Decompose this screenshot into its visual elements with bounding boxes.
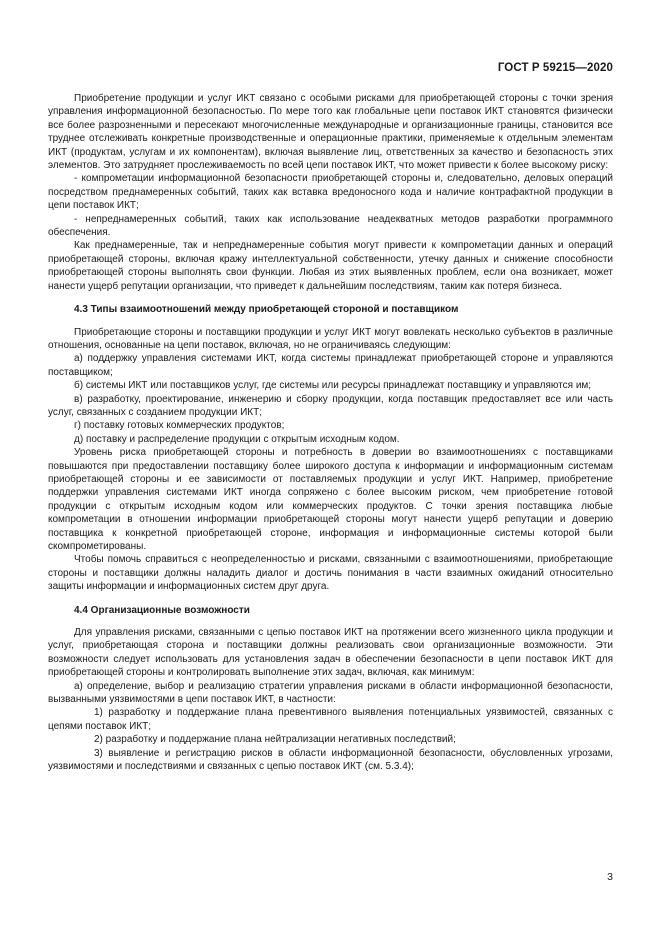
paragraph: Как преднамеренные, так и непреднамеренные события могут привести к компрометации данных и операций приобретающей стороны, включая кражу интеллектуальной собственности, утечку данных и снижение способности приобретающей стороны выполнять свои функции. Любая из этих выявленных проблем, если она возникает, может нанести ущерб репутации организации, что приведет к дальнейшим последствиям, таким как потеря бизнеса. [48, 240, 613, 292]
sub-list-item: 1) разработку и поддержание плана превентивного выявления потенциальных уязвимостей, связанных с цепями поставок ИКТ; [48, 707, 613, 732]
section-heading-4-3: 4.3 Типы взаимоотношений между приобретающей стороной и поставщиком [74, 304, 459, 316]
list-item: а) поддержку управления системами ИКТ, когда системы принадлежат приобретающей стороне и управляются поставщиком; [48, 353, 613, 378]
page-number: 3 [607, 871, 613, 883]
paragraph: Приобретение продукции и услуг ИКТ связано с особыми рисками для приобретающей стороны с точки зрения управления информационной безопасностью. По мере того как глобальные цепи поставок ИКТ становятся физически все более разрозненными и пересекают многочисленные международные и организационные границы, становится все труднее отслеживать конкретные производственные и операционные практики, применяемые к отдельным элементам ИКТ (продуктам, услугам и их компонентам), включая выявление лиц, ответственных за качество и безопасность этих элементов. Это затрудняет прослеживаемость по всей цепи поставок ИКТ, что может привести к более высокому риску: [48, 93, 613, 172]
standard-designation: ГОСТ Р 59215—2020 [497, 62, 613, 74]
paragraph: Чтобы помочь справиться с неопределенностью и рисками, связанными с взаимоотношениями, приобретающие стороны и поставщики должны наладить диалог и достичь понимания в части взаимных ожиданий относительно защиты информации и информационных систем друг друга. [48, 554, 613, 593]
sub-list-item: 2) разработку и поддержание плана нейтрализации негативных последствий; [94, 734, 456, 746]
list-item: - компрометации информационной безопасности приобретающей стороны и, следовательно, деловых операций посредством преднамеренных событий, таких как вставка вредоносного кода и наличие контрафактной продукции в цепи поставок ИКТ; [48, 173, 613, 212]
list-item: - непреднамеренных событий, таких как использование неадекватных методов разработки программного обеспечения. [48, 213, 613, 239]
sub-list-item: 3) выявление и регистрацию рисков в области информационной безопасности, обусловленных угрозами, уязвимостями и последствиями и связанных с цепью поставок ИКТ (см. 5.3.4); [48, 747, 613, 773]
list-item: а) определение, выбор и реализацию стратегии управления рисками в области информационной безопасности, вызванными уязвимостями в цепи поставок ИКТ, в частности: [48, 680, 613, 706]
document-body [48, 92, 613, 774]
list-item: б) системы ИКТ или поставщиков услуг, где системы или ресурсы принадлежат поставщику и управляются им; [74, 380, 592, 392]
list-item: д) поставку и распределение продукции с открытым исходным кодом. [74, 433, 400, 445]
section-heading-4-4: 4.4 Организационные возможности [74, 604, 250, 616]
list-item: г) поставку готовых коммерческих продуктов; [74, 420, 285, 432]
paragraph: Уровень риска приобретающей стороны и потребность в доверии во взаимоотношениях с поставщиками повышаются при предоставлении поставщику более широкого доступа к информации и информационным системам приобретающей стороны и ее зависимости от поставляемых продукции и услуг ИКТ. Например, приобретение поддержки управления системами ИКТ иногда сопряжено с более высоким риском, чем приобретение готовой продукции с открытым исходным кодом или коммерческих продуктов. С точки зрения поставщика любые компрометации в отношении информации приобретающей стороны могут нанести ущерб репутации и доверию поставщика к конкретной приобретающей стороне, информация и информационные системы которой были скомпрометированы. [48, 447, 613, 552]
list-item: в) разработку, проектирование, инженерию и сборку продукции, когда поставщик предоставляет все или часть услуг, связанных с созданием продукции ИКТ; [48, 393, 613, 418]
paragraph: Приобретающие стороны и поставщики продукции и услуг ИКТ могут вовлекать несколько субъектов в различные отношения, основанные на цепи поставок, включая, но не ограничиваясь следующим: [48, 326, 613, 351]
paragraph: Для управления рисками, связанными с цепью поставок ИКТ на протяжении всего жизненного цикла продукции и услуг, приобретающая сторона и поставщики должны реализовать свои организационные возможности. Эти возможности следует использовать для установления задач в обеспечении безопасности в цепи поставок ИКТ для приобретающей стороны и контролировать выполнение этих задач, включая, как минимум: [48, 627, 613, 679]
